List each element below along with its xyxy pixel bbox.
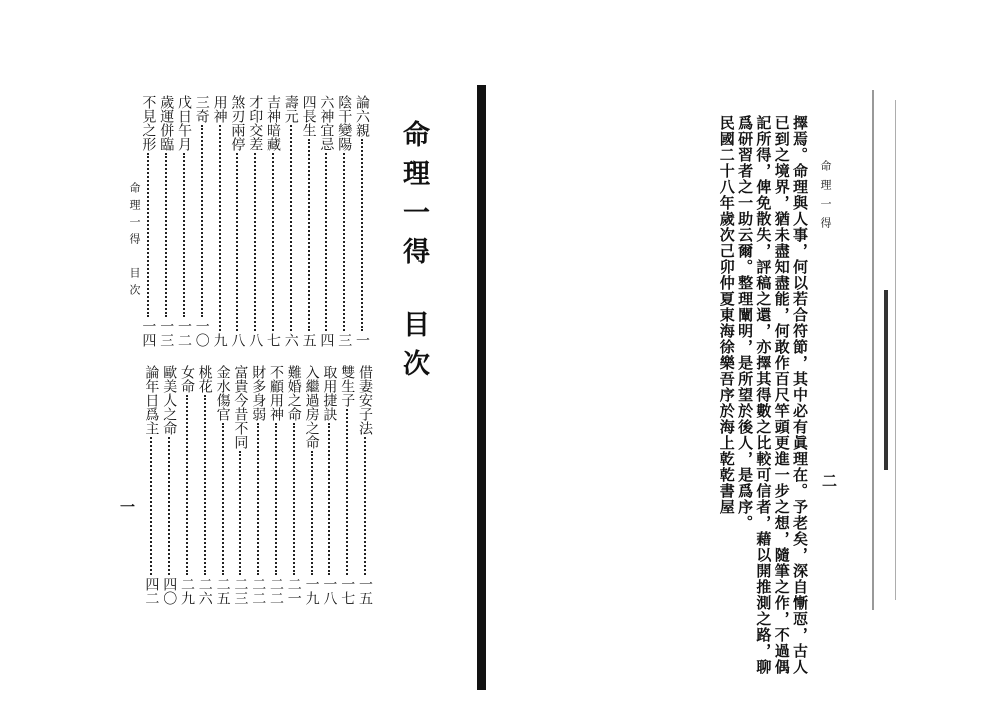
toc-label: 桃花: [196, 365, 213, 393]
toc-page-number: 六: [282, 333, 299, 347]
toc-page-number: 二五: [214, 577, 231, 605]
toc-label: 吉神暗藏: [265, 95, 281, 151]
page-number-left: 一: [120, 498, 136, 516]
title-subtitle: 目次: [398, 310, 429, 388]
toc-label: 歲運併臨: [158, 95, 175, 151]
toc-entry: [215, 365, 231, 605]
dot-leader: [272, 153, 274, 331]
toc-entry: [229, 95, 245, 347]
toc-entry: [286, 365, 302, 605]
dot-leader: [328, 423, 330, 575]
toc-entry: [283, 95, 299, 347]
toc-label: 取用捷訣: [321, 365, 338, 421]
toc-label: 女命: [179, 365, 195, 393]
dot-leader: [201, 125, 203, 317]
toc-page-number: 二二: [250, 577, 267, 605]
toc-entry: [197, 365, 213, 605]
dot-leader: [311, 451, 313, 575]
toc-entry: [336, 95, 352, 347]
toc-label: 財多身弱: [250, 365, 267, 421]
toc-page-number: 九: [211, 333, 228, 347]
toc-entry: [232, 365, 248, 605]
dot-leader: [222, 423, 224, 575]
dot-leader: [239, 451, 241, 575]
dot-leader: [346, 409, 348, 575]
toc-label: 論六親: [354, 95, 370, 137]
toc-entry: [158, 95, 174, 347]
toc-label: 不見之形: [140, 95, 157, 151]
preface-line: 爲研習者之一助云爾。整理闡明，是所望於後人，是爲序。: [736, 115, 755, 531]
toc-label: 六神宜忌: [318, 95, 335, 151]
toc-entry: [357, 365, 373, 605]
preface-line: 擇焉。命理與人事，何以若合符節，其中必有眞理在。予老矣，深自慚恧，古人: [791, 115, 809, 675]
toc-label: 不顧用神: [268, 365, 284, 421]
dot-leader: [364, 437, 366, 575]
toc-entry: [265, 95, 281, 347]
toc-page-number: 一〇: [193, 319, 210, 347]
toc-entry: [339, 365, 355, 605]
dot-leader: [204, 395, 206, 575]
toc-label: 三奇: [193, 95, 210, 123]
running-header-right: 命理一得: [819, 160, 832, 236]
toc-page-number: 八: [229, 333, 246, 347]
running-header-left: 命理一得 目次: [128, 182, 141, 301]
toc-label: 雙生子: [339, 365, 356, 407]
dot-leader: [186, 395, 188, 575]
dot-leader: [165, 153, 167, 317]
toc-entry: [212, 95, 228, 347]
toc-entry: [354, 95, 370, 347]
toc-label: 才印交差: [247, 95, 264, 151]
toc-entry: [268, 365, 284, 605]
toc-label: 難婚之命: [285, 365, 302, 421]
toc-label: 四長生: [300, 95, 317, 137]
toc-page-number: 二一: [285, 577, 302, 605]
toc-entry: [301, 95, 317, 347]
dot-leader: [290, 125, 292, 331]
toc-page-number: 二六: [196, 577, 213, 605]
toc-page-number: 四二: [143, 577, 160, 605]
toc-entry: [250, 365, 266, 605]
toc-page-number: 一八: [321, 577, 338, 605]
scan-edge-artifact: [884, 290, 888, 470]
toc-page-number: 七: [265, 333, 281, 347]
title-text: 命理一得: [398, 120, 429, 276]
dot-leader: [254, 153, 256, 331]
toc-page-number: 二九: [179, 577, 195, 605]
dot-leader: [325, 153, 327, 331]
dot-leader: [183, 153, 185, 317]
toc-entry: [176, 95, 192, 347]
toc-page-number: 五: [300, 333, 317, 347]
toc-label: 論年日爲主: [143, 365, 160, 435]
toc-page-number: 一: [354, 333, 370, 347]
toc-label: 壽元: [282, 95, 299, 123]
toc-entry: [140, 95, 156, 347]
toc-page-number: 一二: [176, 319, 192, 347]
toc-page-number: 四〇: [161, 577, 178, 605]
scan-edge-artifact: [895, 100, 896, 600]
scan-edge-artifact: [872, 90, 874, 610]
dot-leader: [150, 437, 152, 575]
toc-entry: [318, 95, 334, 347]
dot-leader: [308, 139, 310, 331]
dot-leader: [257, 423, 259, 575]
page-number-right: 二: [822, 472, 838, 490]
toc-page-number: 一九: [303, 577, 320, 605]
toc-label: 戊日午月: [176, 95, 192, 151]
toc-page-number: 一三: [158, 319, 175, 347]
toc-entry: [179, 365, 195, 605]
toc-entry: [161, 365, 177, 605]
toc-page-number: 一七: [339, 577, 356, 605]
dot-leader: [293, 423, 295, 575]
toc-label: 用神: [211, 95, 228, 123]
toc-label: 歐美人之命: [161, 365, 178, 435]
toc-page-number: 八: [247, 333, 264, 347]
toc-page-number: 二三: [232, 577, 249, 605]
toc-page-number: 三: [336, 333, 353, 347]
toc-label: 入繼過房之命: [303, 365, 320, 449]
dot-leader: [147, 153, 149, 317]
toc-page-number: 四: [318, 333, 335, 347]
toc-page-number: 二二: [268, 577, 284, 605]
toc-label: 金水傷官: [214, 365, 231, 421]
book-spine: [477, 85, 486, 690]
preface-line: 記所得，俾免散失，評稿之還，亦擇其得數之比較可信者，藉以開推測之路，聊: [754, 115, 773, 675]
toc-page-number: 一五: [357, 577, 373, 605]
dot-leader: [236, 153, 238, 331]
dot-leader: [275, 423, 277, 575]
dot-leader: [343, 153, 345, 331]
toc-label: 借妻安子法: [357, 365, 373, 435]
toc-page-number: 一四: [140, 319, 157, 347]
book-title: [394, 120, 433, 388]
toc-label: 煞刃兩停: [229, 95, 246, 151]
toc-entry: [247, 95, 263, 347]
dot-leader: [219, 125, 221, 331]
toc-entry: [304, 365, 320, 605]
preface-line: 民國二十八年歲次己卯仲夏東海徐樂吾序於海上乾乾書屋: [717, 115, 736, 515]
toc-label: 陰干變陽: [336, 95, 353, 151]
toc-entry: [143, 365, 159, 605]
dot-leader: [168, 437, 170, 575]
preface-line: 已到之境界，猶未盡知盡能，何敢作百尺竿頭更進一步之想，隨筆之作，不過偶: [772, 115, 791, 675]
toc-label: 富貴今昔不同: [232, 365, 249, 449]
toc-entry: [321, 365, 337, 605]
toc-entry: [194, 95, 210, 347]
dot-leader: [361, 139, 363, 331]
